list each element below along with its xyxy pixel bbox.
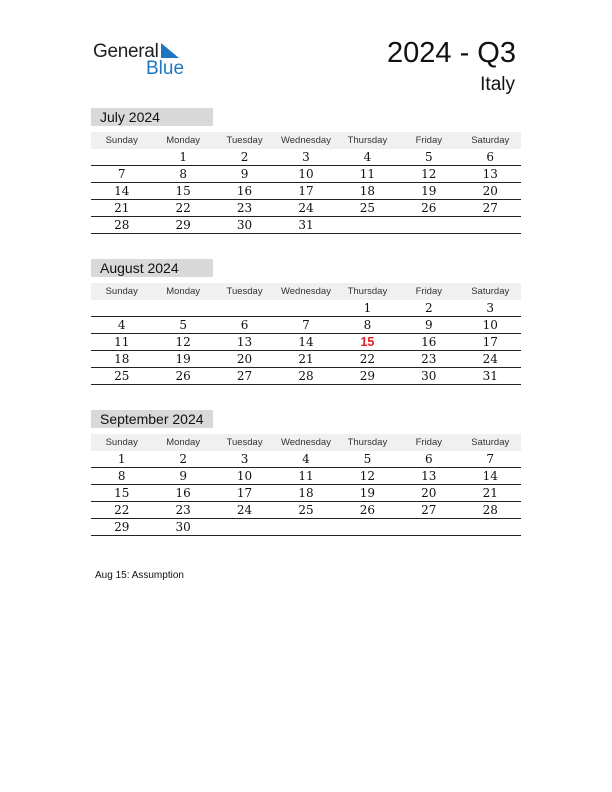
date-cell: 21 [482,486,498,500]
week-row [91,485,521,502]
date-cell: 30 [421,369,437,383]
date-cell: 25 [298,503,314,517]
date-cell: 19 [359,486,376,500]
weekday-label: Wednesday [280,135,331,146]
date-cell: 29 [359,369,376,383]
week-row [91,183,521,200]
date-cell: 14 [298,335,314,349]
date-cell: 17 [482,335,498,349]
month-label: August 2024 [91,259,213,277]
date-cell: 24 [482,352,498,366]
date-cell [337,217,398,233]
date-cell: 2 [179,452,187,466]
date-cell: 27 [236,369,253,383]
quarter-title: 2024 - Q3 [387,37,516,69]
date-cell: 13 [482,167,498,181]
date-cell: 4 [117,318,126,332]
weekday-label: Wednesday [280,286,331,297]
date-cell [275,300,336,316]
month-label: July 2024 [91,108,213,126]
date-cell: 3 [486,301,495,315]
logo-word-blue: Blue [146,58,185,79]
weekday-label: Thursday [347,135,388,146]
date-cell: 15 [114,486,130,500]
weekday-label: Tuesday [226,286,263,297]
date-cell: 6 [425,452,433,466]
date-cell: 19 [175,352,191,366]
date-cell: 5 [179,318,187,332]
date-cell: 28 [482,503,498,517]
date-cell: 16 [236,184,253,198]
week-row [91,451,521,468]
week-row [91,351,521,368]
date-cell: 6 [240,318,249,332]
date-cell: 20 [236,352,253,366]
weekday-label: Friday [415,437,443,448]
date-cell: 7 [486,452,495,466]
date-cell: 4 [363,150,372,164]
week-row [91,217,521,234]
date-cell [460,217,521,233]
date-cell: 22 [175,201,191,215]
weekday-label: Saturday [471,286,510,297]
weekday-label: Thursday [347,437,388,448]
date-cell: 26 [359,503,376,517]
date-cell: 28 [114,218,130,232]
weekday-label: Monday [166,135,201,146]
holiday-note: Aug 15: Assumption [95,570,184,581]
date-cell: 29 [114,520,130,534]
weekday-label: Sunday [105,437,138,448]
country-name: Italy [480,74,515,95]
date-cell: 21 [298,352,314,366]
date-cell [337,519,398,535]
date-cell: 1 [179,150,187,164]
date-cell [398,519,459,535]
date-cell: 18 [114,352,130,366]
date-cell: 23 [175,503,191,517]
date-cell: 26 [175,369,191,383]
date-cell: 3 [302,150,310,164]
date-cell: 5 [363,452,372,466]
weekday-label: Thursday [347,286,388,297]
date-cell: 28 [298,369,314,383]
date-cell: 27 [421,503,437,517]
holiday-date-cell: 15 [360,335,375,349]
date-cell [398,217,459,233]
date-cell: 6 [486,150,495,164]
date-cell: 27 [482,201,498,215]
week-row [91,149,521,166]
date-cell: 13 [421,469,437,483]
date-cell: 7 [302,318,310,332]
date-cell: 16 [421,335,437,349]
date-cell: 31 [298,218,314,232]
date-cell: 26 [421,201,437,215]
date-cell: 12 [175,335,191,349]
generalblue-logo [93,41,188,79]
date-cell: 29 [175,218,191,232]
date-cell: 23 [236,201,253,215]
week-row [91,166,521,183]
date-cell: 8 [363,318,372,332]
date-cell: 4 [302,452,310,466]
date-cell: 30 [175,520,191,534]
date-cell [214,519,275,535]
month-calendar-september [91,410,521,536]
weekday-label: Tuesday [226,135,263,146]
date-cell: 14 [114,184,130,198]
date-cell: 31 [482,369,498,383]
date-cell: 25 [359,201,376,215]
date-cell: 12 [421,167,437,181]
week-row [91,200,521,217]
date-cell: 2 [425,301,433,315]
date-cell [152,300,213,316]
weekday-label: Monday [166,437,201,448]
date-cell: 24 [298,201,314,215]
date-cell: 30 [236,218,253,232]
week-row [91,468,521,485]
weekday-label: Saturday [471,437,510,448]
date-cell: 11 [114,335,130,349]
logo-word-general: General [93,41,159,62]
weekday-header-row [91,132,521,149]
date-cell: 13 [236,335,253,349]
date-cell: 7 [117,167,126,181]
date-cell: 22 [359,352,376,366]
date-cell: 1 [117,452,126,466]
weekday-label: Sunday [105,135,138,146]
date-cell: 11 [359,167,376,181]
weekday-label: Friday [415,286,443,297]
date-cell: 19 [421,184,437,198]
weekday-label: Monday [166,286,201,297]
date-cell [91,149,152,165]
month-label: September 2024 [91,410,213,428]
date-cell: 22 [114,503,130,517]
date-cell: 8 [117,469,126,483]
week-row [91,502,521,519]
date-cell: 10 [298,167,314,181]
date-cell [275,519,336,535]
date-cell: 24 [236,503,253,517]
week-row [91,317,521,334]
date-cell: 10 [236,469,253,483]
date-cell [214,300,275,316]
date-cell: 9 [179,469,187,483]
date-cell: 21 [114,201,130,215]
date-cell: 11 [298,469,314,483]
logo-triangle-icon [161,43,181,59]
date-cell: 15 [175,184,191,198]
date-cell: 9 [240,167,249,181]
weekday-header-row [91,283,521,300]
weekday-label: Saturday [471,135,510,146]
date-cell: 20 [482,184,498,198]
date-cell: 23 [421,352,437,366]
weekday-header-row [91,434,521,451]
week-row [91,519,521,536]
date-cell [460,519,521,535]
date-cell [91,300,152,316]
date-cell: 18 [298,486,314,500]
weekday-label: Wednesday [280,437,331,448]
month-calendar-july [91,108,521,234]
weekday-label: Sunday [105,286,138,297]
date-cell: 18 [359,184,376,198]
date-cell: 1 [363,301,372,315]
week-row [91,300,521,317]
month-calendar-august [91,259,521,385]
date-cell: 17 [236,486,253,500]
date-cell: 14 [482,469,498,483]
date-cell: 16 [175,486,191,500]
date-cell: 8 [179,167,187,181]
weekday-label: Friday [415,135,443,146]
date-cell: 25 [114,369,130,383]
date-cell: 5 [425,150,433,164]
week-row [91,334,521,351]
weekday-label: Tuesday [226,437,263,448]
date-cell: 12 [359,469,376,483]
date-cell: 9 [425,318,433,332]
date-cell: 10 [482,318,498,332]
week-row [91,368,521,385]
date-cell: 3 [240,452,249,466]
date-cell: 20 [421,486,437,500]
date-cell: 17 [298,184,314,198]
date-cell: 2 [240,150,249,164]
